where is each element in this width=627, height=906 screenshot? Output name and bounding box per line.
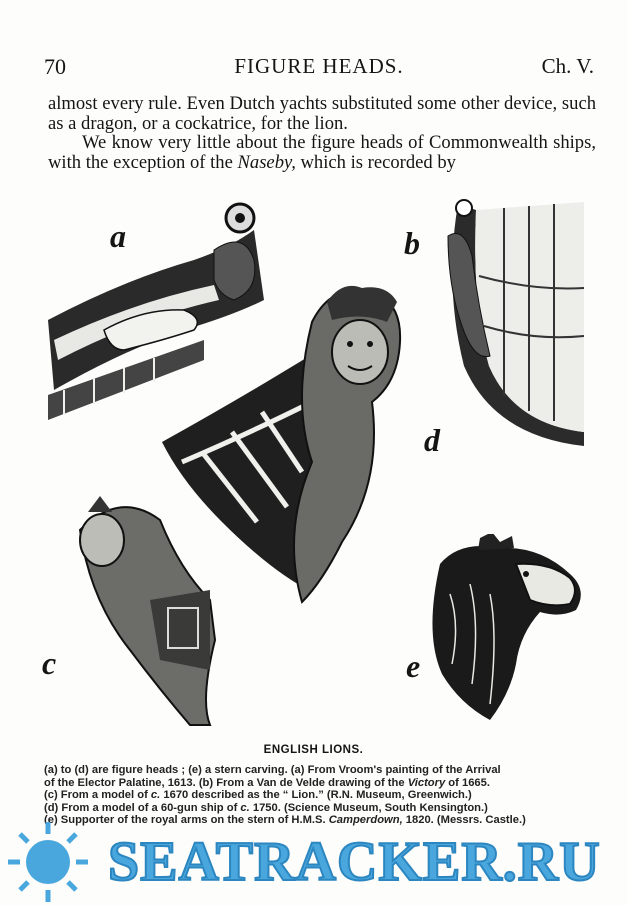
caption-line-3-text: (c) From a model of bbox=[44, 789, 151, 802]
figure-label-e: e bbox=[406, 648, 421, 684]
caption-line-5-text: (e) Supporter of the royal arms on the stern of H.M.S. bbox=[44, 814, 329, 827]
paragraph-1: almost every rule. Even Dutch yachts substituted some other device, such as a dragon, or a cockatrice, for the lion. bbox=[48, 93, 596, 134]
body-text bbox=[48, 94, 596, 172]
watermark-text: SEATRACKER.RU bbox=[108, 831, 601, 893]
caption-line-3 bbox=[44, 789, 592, 802]
caption-line-2-end: of 1665. bbox=[445, 776, 490, 789]
figure-label-c: c bbox=[42, 645, 57, 681]
caption-line-4-text: (d) From a model of a 60-gun ship of bbox=[44, 801, 241, 814]
circa-abbrev: c. bbox=[240, 801, 250, 814]
figure-label-a: a bbox=[110, 218, 126, 254]
circa-abbrev: c. bbox=[150, 789, 161, 802]
figure-label-d: d bbox=[424, 422, 440, 458]
caption-line-2 bbox=[44, 777, 592, 790]
page-header bbox=[44, 54, 594, 82]
paragraph-2-start: We know very little about the figure heads of Commonwealth ships, with the exception of the bbox=[48, 132, 596, 173]
paragraph-2-end: which is recorded by bbox=[295, 151, 456, 173]
ship-name-victory: Victory bbox=[407, 776, 446, 789]
caption-line-3-end: 1670 described as the “ Lion.” (R.N. Museum, Greenwich.) bbox=[160, 789, 472, 802]
figure-b-illustration bbox=[434, 196, 594, 454]
figure-c-illustration bbox=[60, 490, 220, 730]
caption-line-1: (a) to (d) are figure heads ; (e) a stern carving. (a) From Vroom's painting of the Arrival bbox=[44, 764, 501, 776]
caption-line-2-text: of the Elector Palatine, 1613. (b) From a Van de Velde drawing of the bbox=[44, 776, 408, 789]
ship-name-naseby: Naseby, bbox=[237, 151, 296, 173]
caption-title: ENGLISH LIONS. bbox=[263, 744, 364, 756]
running-title: FIGURE HEADS. bbox=[234, 54, 404, 78]
caption-line-4-end: 1750. (Science Museum, South Kensington.) bbox=[249, 801, 488, 814]
ship-name-camperdown: Camperdown, bbox=[328, 814, 403, 827]
caption-line-4 bbox=[44, 802, 592, 815]
caption-line-5-end: 1820. (Messrs. Castle.) bbox=[402, 814, 526, 827]
chapter-label: Ch. V. bbox=[541, 54, 594, 78]
paragraph-2 bbox=[48, 133, 596, 172]
figure-label-b: b bbox=[404, 225, 420, 261]
page-number: 70 bbox=[44, 54, 66, 79]
figure-e-illustration bbox=[420, 534, 590, 722]
